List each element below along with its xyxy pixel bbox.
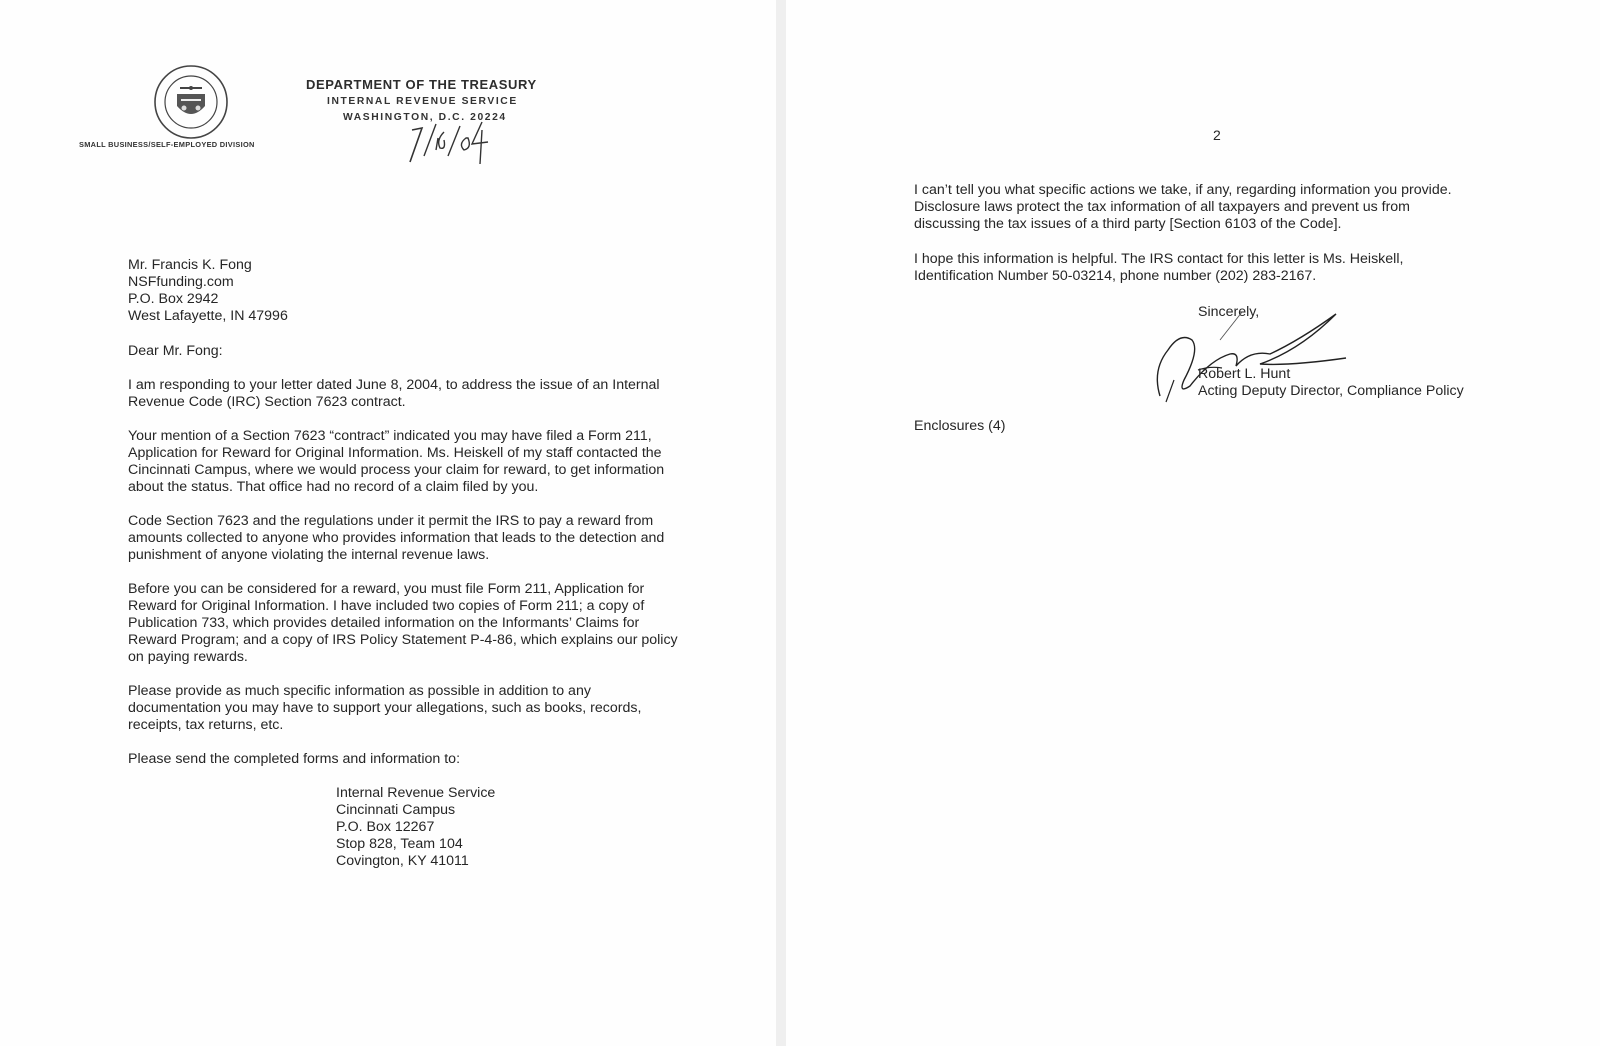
handwritten-date [406,118,490,166]
division-name: SMALL BUSINESS/SELF-EMPLOYED DIVISION [79,140,255,149]
closing: Sincerely, [1198,304,1260,320]
paragraph-line: Publication 733, which provides detailed information on the Informants’ Claims for [128,615,640,631]
paragraph-line: about the status. That office had no record of a claim filed by you. [128,479,539,495]
send-to-line: Internal Revenue Service [336,785,496,801]
paragraph-line: Code Section 7623 and the regulations under it permit the IRS to pay a reward from [128,513,654,529]
paragraph-line: Your mention of a Section 7623 “contract” indicated you may have filed a Form 211, [128,428,652,444]
page-number: 2 [1213,127,1221,143]
recipient-name: Mr. Francis K. Fong [128,257,252,273]
paragraph-line: I can’t tell you what specific actions we take, if any, regarding information you provide. [914,182,1452,198]
paragraph-line: I am responding to your letter dated June 8, 2004, to address the issue of an Internal [128,377,660,393]
paragraph-line: discussing the tax issues of a third party [Section 6103 of the Code]. [914,216,1342,232]
paragraph-line: Revenue Code (IRC) Section 7623 contract. [128,394,406,410]
recipient-po-box: P.O. Box 2942 [128,291,219,307]
paragraph-line: documentation you may have to support your allegations, such as books, records, [128,700,642,716]
paragraph-line: Identification Number 50-03214, phone number (202) 283-2167. [914,268,1317,284]
recipient-company: NSFfunding.com [128,274,234,290]
enclosures: Enclosures (4) [914,418,1006,434]
paragraph-line: Application for Reward for Original Information. Ms. Heiskell of my staff contacted the [128,445,662,461]
paragraph-line: I hope this information is helpful. The IRS contact for this letter is Ms. Heiskell, [914,251,1404,267]
send-to-line: Stop 828, Team 104 [336,836,463,852]
office-city: WASHINGTON, D.C. 20224 [343,112,507,123]
paragraph-line: Before you can be considered for a reward, you must file Form 211, Application for [128,581,645,597]
recipient-city: West Lafayette, IN 47996 [128,308,288,324]
department-name: DEPARTMENT OF THE TREASURY [306,77,537,92]
paragraph-line: Please provide as much specific information as possible in addition to any [128,683,591,699]
send-to-line: Covington, KY 41011 [336,853,469,869]
paragraph-line: amounts collected to anyone who provides information that leads to the detection and [128,530,665,546]
paragraph-line: Reward for Original Information. I have included two copies of Form 211; a copy of [128,598,645,614]
paragraph-line: punishment of anyone violating the internal revenue laws. [128,547,490,563]
paragraph-line: Please send the completed forms and information to: [128,751,461,767]
send-to-line: Cincinnati Campus [336,802,456,818]
letter-page-1 [0,0,776,1046]
paragraph-line: Cincinnati Campus, where we would process your claim for reward, to get information [128,462,665,478]
signer-name: Robert L. Hunt [1198,366,1291,382]
service-name: INTERNAL REVENUE SERVICE [327,96,518,107]
treasury-seal-icon [153,64,229,140]
letter-page-2 [786,0,1600,1046]
paragraph-line: Disclosure laws protect the tax information of all taxpayers and prevent us from [914,199,1411,215]
paragraph-line: on paying rewards. [128,649,248,665]
paragraph-line: receipts, tax returns, etc. [128,717,284,733]
signer-title: Acting Deputy Director, Compliance Policy [1198,383,1464,399]
salutation: Dear Mr. Fong: [128,343,223,359]
paragraph-line: Reward Program; and a copy of IRS Policy Statement P-4-86, which explains our policy [128,632,678,648]
send-to-line: P.O. Box 12267 [336,819,435,835]
page-gap [776,0,786,1046]
